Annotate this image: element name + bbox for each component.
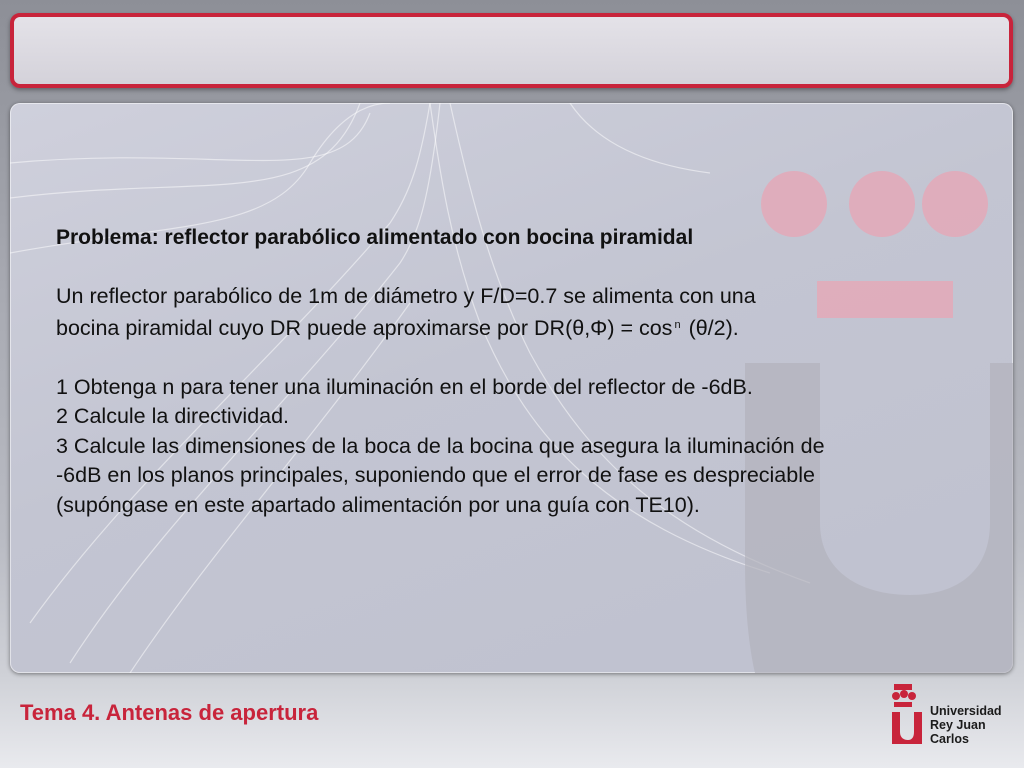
slide-title-box <box>10 13 1013 88</box>
content-panel <box>10 103 1013 673</box>
university-logo <box>884 682 1014 762</box>
question-2: 2 Calcule la directividad. <box>56 404 290 428</box>
intro-line-2 <box>56 311 996 344</box>
urjc-emblem-icon <box>884 682 928 762</box>
problem-title: Problema: reflector parabólico alimentado con bocina piramidal <box>56 226 694 249</box>
intro-text-end: (θ/2). <box>688 316 739 340</box>
problem-statement <box>56 223 996 520</box>
exponent-n: n <box>674 319 681 331</box>
intro-line-1: Un reflector parabólico de 1m de diámetro y F/D=0.7 se alimenta con una <box>56 283 756 308</box>
footer-topic: Tema 4. Antenas de apertura <box>20 700 319 725</box>
question-3-line-2: -6dB en los planos principales, suponiendo que el error de fase es despreciable <box>56 463 815 487</box>
question-1: 1 Obtenga n para tener una iluminación en el borde del reflector de -6dB. <box>56 374 753 399</box>
university-name <box>930 704 1014 746</box>
question-3-line-1: 3 Calcule las dimensiones de la boca de la bocina que asegura la iluminación de <box>56 433 825 458</box>
intro-text: bocina piramidal cuyo DR puede aproximarse por DR(θ,Φ) = cos <box>56 316 673 340</box>
university-name-line-1: Universidad <box>930 704 1002 718</box>
question-3-line-3: (supóngase en este apartado alimentación por una guía con TE10). <box>56 492 700 517</box>
university-name-line-2: Rey Juan Carlos <box>930 718 986 746</box>
